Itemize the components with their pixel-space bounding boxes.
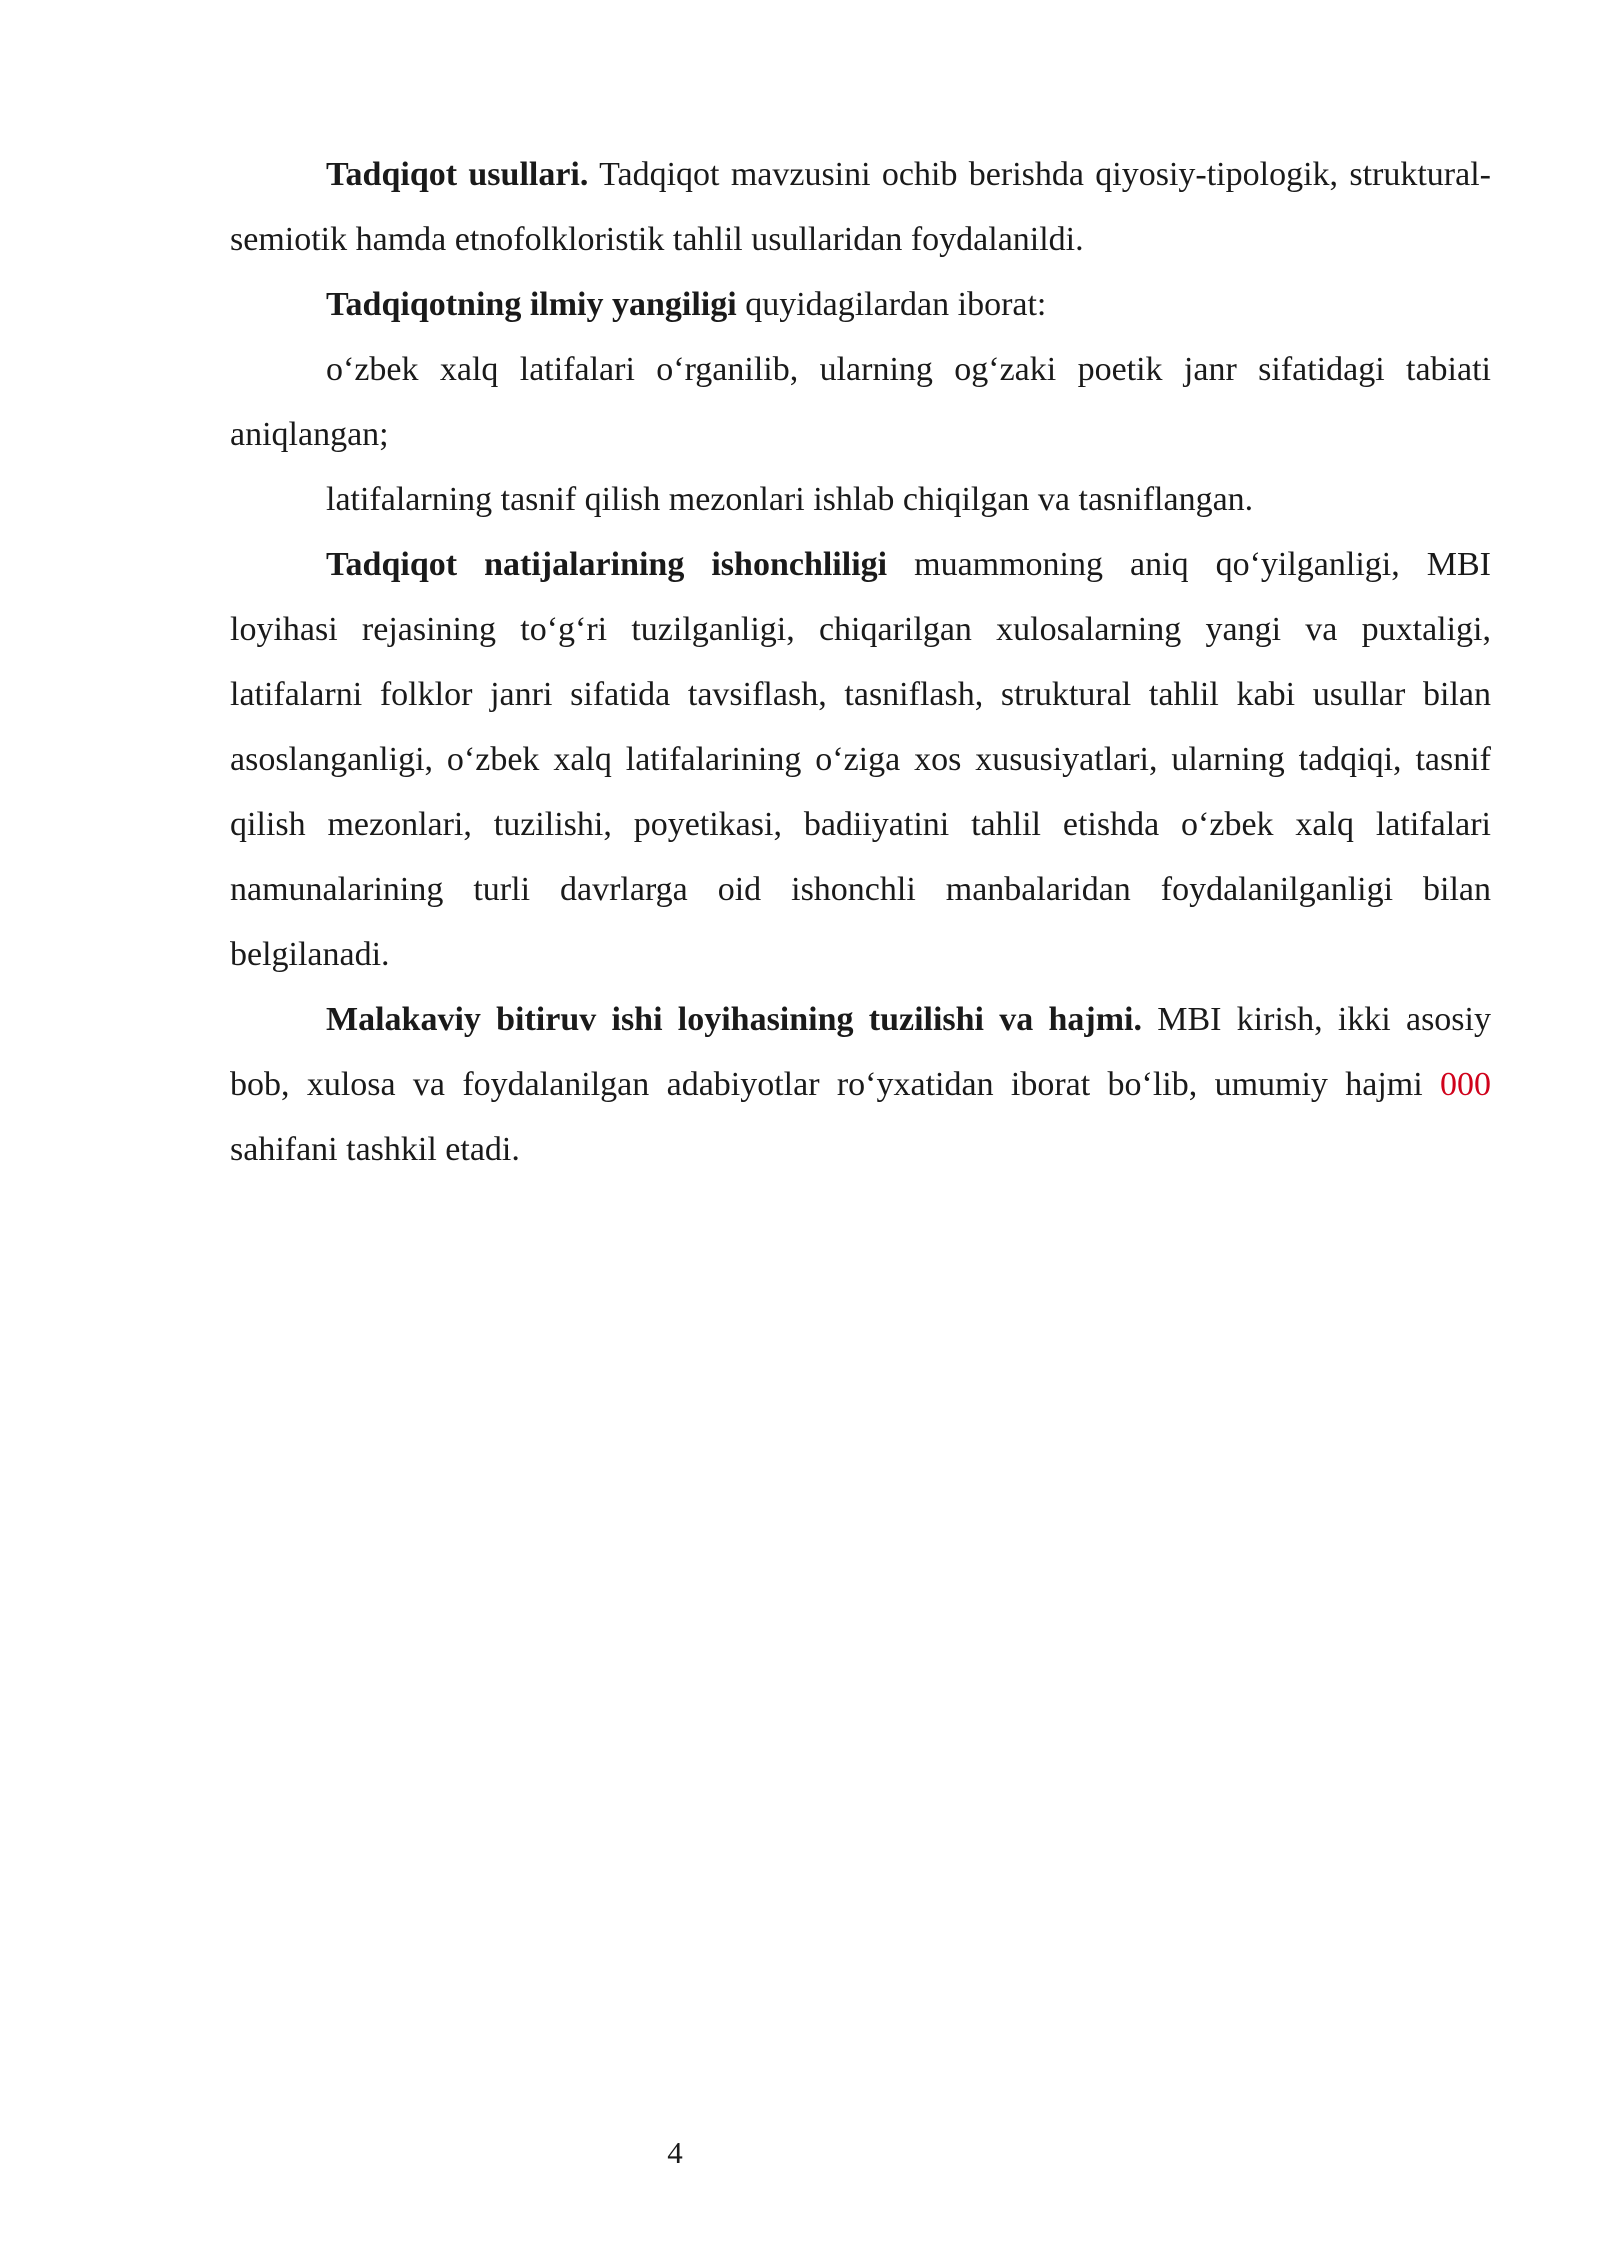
text-novelty-item-1: o‘zbek xalq latifalari o‘rganilib, ularning og‘zaki poetik janr sifatidagi tabiati aniqlangan;: [230, 351, 1491, 453]
page-count-placeholder: 000: [1440, 1066, 1491, 1103]
text-novelty-item-2: latifalarning tasnif qilish mezonlari ishlab chiqilgan va tasniflangan.: [326, 481, 1254, 518]
heading-scientific-novelty: Tadqiqotning ilmiy yangiligi: [326, 286, 737, 323]
heading-structure-volume: Malakaviy bitiruv ishi loyihasining tuzilishi va hajmi.: [326, 1001, 1142, 1038]
text-reliability: muammoning aniq qo‘yilganligi, MBI loyihasi rejasining to‘g‘ri tuzilganligi, chiqarilgan xulosalarning yangi va puxtaligi, latifalarni folklor janri sifatida tavsiflash, tasniflash, struktural tahlil kabi usullar bilan asoslanganligi, o‘zbek xalq latifalarining o‘ziga xos xususiyatlari, ularning tadqiqi, tasnif qilish mezonlari, tuzilishi, poyetikasi, badiiyatini tahlil etishda o‘zbek xalq latifalari namunalarining turli davrlarga oid ishonchli manbalaridan foydalanilganligi bilan belgilanadi.: [230, 546, 1491, 973]
heading-research-methods: Tadqiqot usullari.: [326, 156, 589, 193]
paragraph-reliability: [230, 532, 1491, 987]
text-scientific-novelty: quyidagilardan iborat:: [736, 286, 1047, 323]
heading-reliability: Tadqiqot natijalarining ishonchliligi: [326, 546, 888, 583]
paragraph-novelty-item-1: [230, 337, 1491, 467]
text-research-methods: Tadqiqot mavzusini ochib berishda qiyosiy-tipologik, struktural-semiotik hamda etnofolkloristik tahlil usullaridan foydalanildi.: [230, 156, 1491, 258]
text-structure-volume-tail: sahifani tashkil etadi.: [230, 1131, 520, 1168]
text-structure-volume: MBI kirish, ikki asosiy bob, xulosa va foydalanilgan adabiyotlar ro‘yxatidan iborat bo‘lib, umumiy hajmi: [230, 1001, 1491, 1103]
page-body: [230, 142, 1491, 1182]
paragraph-structure-volume: [230, 987, 1491, 1182]
paragraph-scientific-novelty: [230, 272, 1491, 337]
page-number: 4: [667, 2135, 683, 2170]
paragraph-novelty-item-2: [230, 467, 1491, 532]
paragraph-research-methods: [230, 142, 1491, 272]
